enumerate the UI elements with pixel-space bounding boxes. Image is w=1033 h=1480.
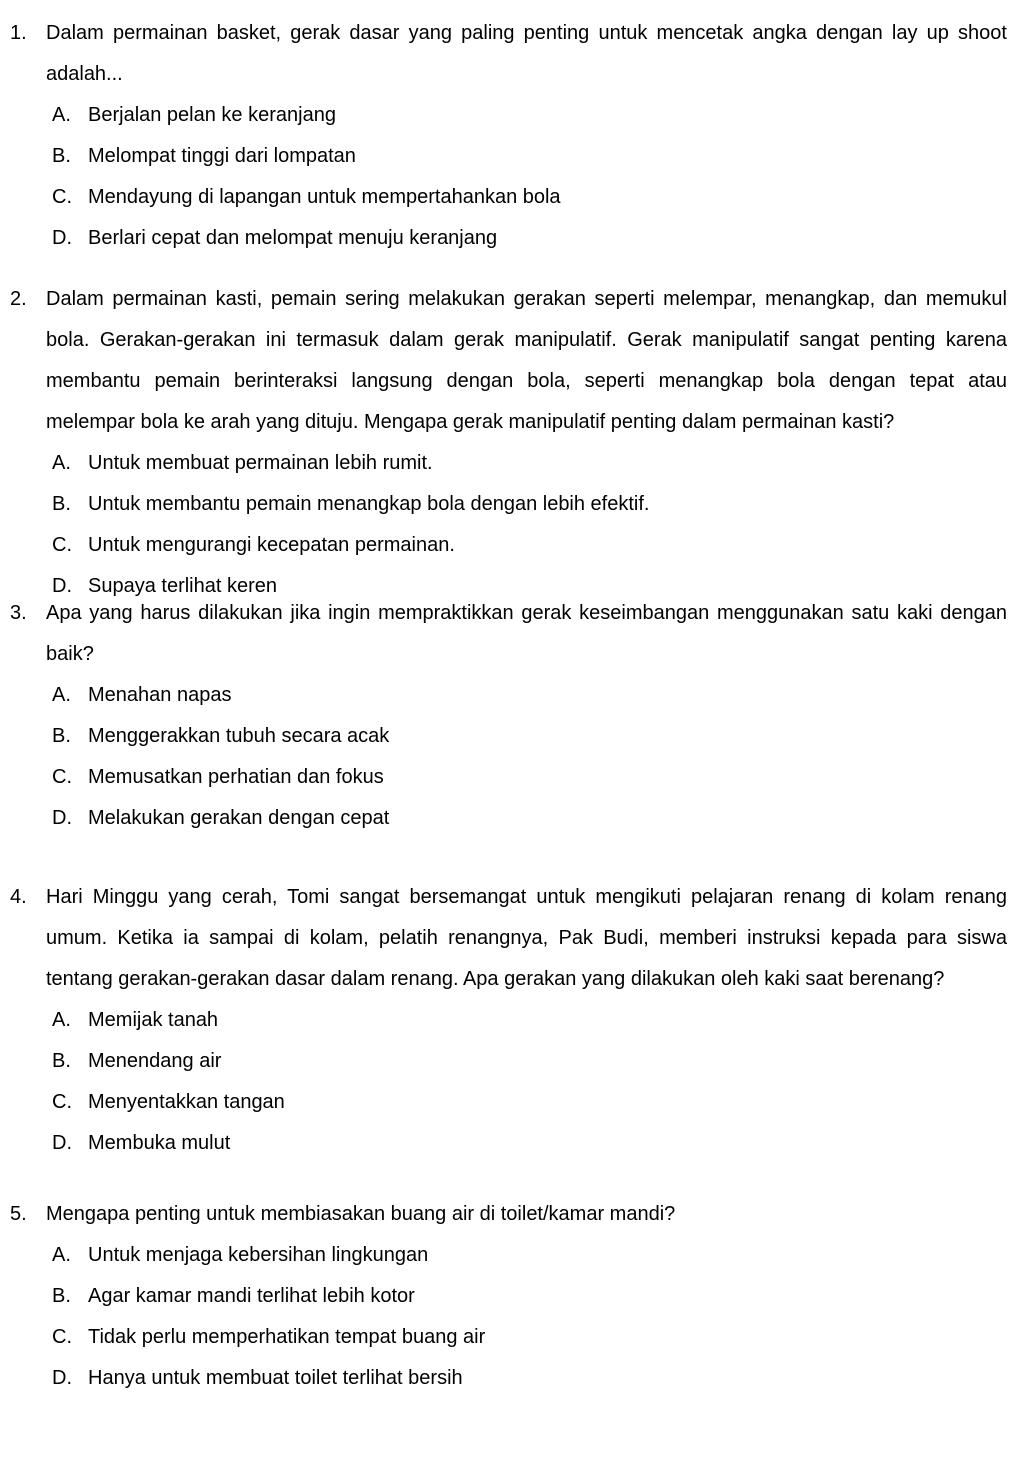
option-text: Untuk membantu pemain menangkap bola dengan lebih efektif. [88, 493, 650, 515]
answer-option-a [52, 1235, 1007, 1276]
answer-option-c [52, 177, 1007, 218]
option-text: Hanya untuk membuat toilet terlihat bersih [88, 1367, 463, 1389]
question-block-5 [10, 1194, 1007, 1399]
option-text: Berlari cepat dan melompat menuju keranjang [88, 227, 498, 249]
option-label: C. [52, 766, 72, 788]
answer-option-c [52, 757, 1007, 798]
option-text: Agar kamar mandi terlihat lebih kotor [88, 1285, 415, 1307]
option-label: B. [52, 1285, 71, 1307]
question-row [10, 593, 1007, 675]
answer-option-a [52, 95, 1007, 136]
option-text: Menahan napas [88, 684, 232, 706]
option-text: Tidak perlu memperhatikan tempat buang air [88, 1326, 486, 1348]
answer-option-b [52, 716, 1007, 757]
option-label: A. [52, 1009, 71, 1031]
question-number: 2. [10, 288, 27, 310]
question-text: Dalam permainan kasti, pemain sering melakukan gerakan seperti melempar, menangkap, dan memukul bola. Gerakan-gerakan ini termasuk dalam gerak manipulatif. Gerak manipulatif sangat penting karena membantu pemain berinteraksi langsung dengan bola, seperti menangkap bola dengan tepat atau melempar bola ke arah yang dituju. Mengapa gerak manipulatif penting dalam permainan kasti? [46, 288, 1007, 433]
option-label: B. [52, 493, 71, 515]
option-label: A. [52, 104, 71, 126]
option-label: C. [52, 1326, 72, 1348]
answer-option-b [52, 1276, 1007, 1317]
question-number: 1. [10, 22, 27, 44]
answer-option-d [52, 218, 1007, 259]
answer-option-a [52, 675, 1007, 716]
answer-option-c [52, 1082, 1007, 1123]
answer-option-c [52, 1317, 1007, 1358]
options-list [52, 675, 1007, 839]
option-label: B. [52, 1050, 71, 1072]
option-text: Membuka mulut [88, 1132, 231, 1154]
option-text: Berjalan pelan ke keranjang [88, 104, 336, 126]
option-text: Supaya terlihat keren [88, 575, 278, 597]
question-block-1 [10, 13, 1007, 259]
option-text: Untuk menjaga kebersihan lingkungan [88, 1244, 429, 1266]
option-text: Mendayung di lapangan untuk mempertahankan bola [88, 186, 561, 208]
option-label: D. [52, 807, 72, 829]
options-list [52, 95, 1007, 259]
options-list [52, 1235, 1007, 1399]
option-text: Menyentakkan tangan [88, 1091, 285, 1113]
option-label: C. [52, 186, 72, 208]
option-label: D. [52, 1132, 72, 1154]
answer-option-a [52, 1000, 1007, 1041]
question-block-2 [10, 279, 1007, 607]
question-block-3 [10, 593, 1007, 839]
answer-option-d [52, 1358, 1007, 1399]
option-label: B. [52, 145, 71, 167]
option-text: Memijak tanah [88, 1009, 219, 1031]
option-label: C. [52, 534, 72, 556]
question-row [10, 279, 1007, 443]
option-label: D. [52, 1367, 72, 1389]
question-text: Hari Minggu yang cerah, Tomi sangat bersemangat untuk mengikuti pelajaran renang di kolam renang umum. Ketika ia sampai di kolam, pelatih renangnya, Pak Budi, memberi instruksi kepada para siswa tentang gerakan-gerakan dasar dalam renang. Apa gerakan yang dilakukan oleh kaki saat berenang? [46, 886, 1007, 990]
question-number: 3. [10, 602, 27, 624]
option-text: Menendang air [88, 1050, 222, 1072]
question-number: 5. [10, 1203, 27, 1225]
option-label: B. [52, 725, 71, 747]
option-text: Untuk membuat permainan lebih rumit. [88, 452, 433, 474]
answer-option-a [52, 443, 1007, 484]
answer-option-c [52, 525, 1007, 566]
option-text: Melompat tinggi dari lompatan [88, 145, 356, 167]
option-label: A. [52, 684, 71, 706]
option-text: Memusatkan perhatian dan fokus [88, 766, 384, 788]
answer-option-b [52, 484, 1007, 525]
option-text: Menggerakkan tubuh secara acak [88, 725, 390, 747]
option-label: A. [52, 1244, 71, 1266]
option-label: A. [52, 452, 71, 474]
question-text: Mengapa penting untuk membiasakan buang air di toilet/kamar mandi? [46, 1203, 676, 1225]
answer-option-d [52, 798, 1007, 839]
question-text: Apa yang harus dilakukan jika ingin mempraktikkan gerak keseimbangan menggunakan satu kaki dengan baik? [46, 602, 1007, 665]
option-text: Melakukan gerakan dengan cepat [88, 807, 390, 829]
question-text: Dalam permainan basket, gerak dasar yang paling penting untuk mencetak angka dengan lay up shoot adalah... [46, 22, 1007, 85]
answer-option-d [52, 1123, 1007, 1164]
question-block-4 [10, 877, 1007, 1164]
options-list [52, 1000, 1007, 1164]
question-row [10, 13, 1007, 95]
question-row [10, 877, 1007, 1000]
question-row [10, 1194, 1007, 1235]
question-number: 4. [10, 886, 27, 908]
option-label: C. [52, 1091, 72, 1113]
option-text: Untuk mengurangi kecepatan permainan. [88, 534, 455, 556]
options-list [52, 443, 1007, 607]
option-label: D. [52, 227, 72, 249]
answer-option-b [52, 1041, 1007, 1082]
option-label: D. [52, 575, 72, 597]
answer-option-b [52, 136, 1007, 177]
